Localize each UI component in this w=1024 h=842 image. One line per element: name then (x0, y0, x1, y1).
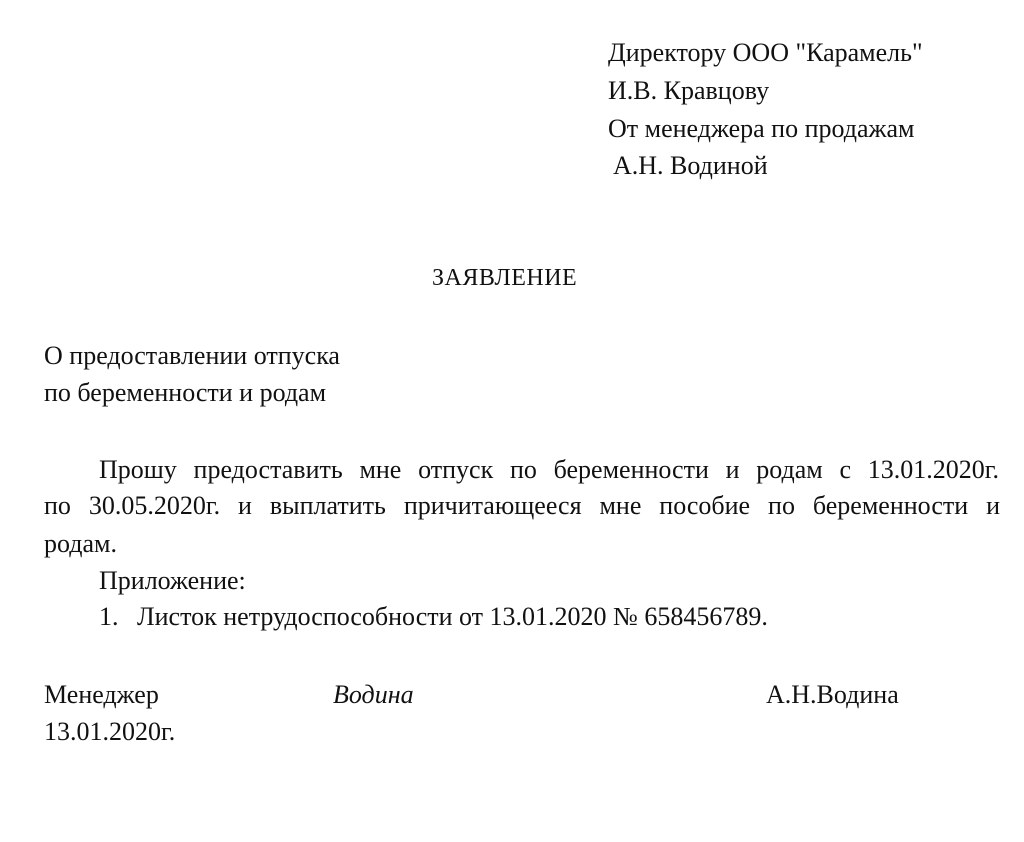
signer-name: А.Н.Водина (766, 680, 899, 709)
attachment-number: 1. (99, 602, 119, 631)
addressee-director-name: И.В. Кравцову (608, 76, 770, 105)
addressee-director: Директору ООО "Карамель" (608, 38, 923, 67)
document-date: 13.01.2020г. (44, 717, 176, 746)
attachment-item (99, 604, 768, 630)
attachment-text: Листок нетрудоспособности от 13.01.2020 № 658456789. (137, 602, 768, 631)
subject-line-1: О предоставлении отпуска (44, 341, 340, 370)
attachments-heading: Приложение: (99, 566, 246, 595)
request-line-1: Прошу предоставить мне отпуск по беременности и родам с 13.01.2020г. (99, 455, 999, 484)
request-line-3: родам. (44, 529, 117, 558)
subject-line-2: по беременности и родам (44, 378, 327, 407)
signer-position: Менеджер (44, 680, 159, 709)
addressee-from-name: А.Н. Водиной (613, 151, 768, 180)
request-line-2: по 30.05.2020г. и выплатить причитающееся мне пособие по беременности и (44, 491, 1000, 520)
document-title: ЗАЯВЛЕНИЕ (432, 265, 578, 291)
handwritten-signature: Водина (333, 680, 414, 709)
addressee-from: От менеджера по продажам (608, 114, 915, 143)
